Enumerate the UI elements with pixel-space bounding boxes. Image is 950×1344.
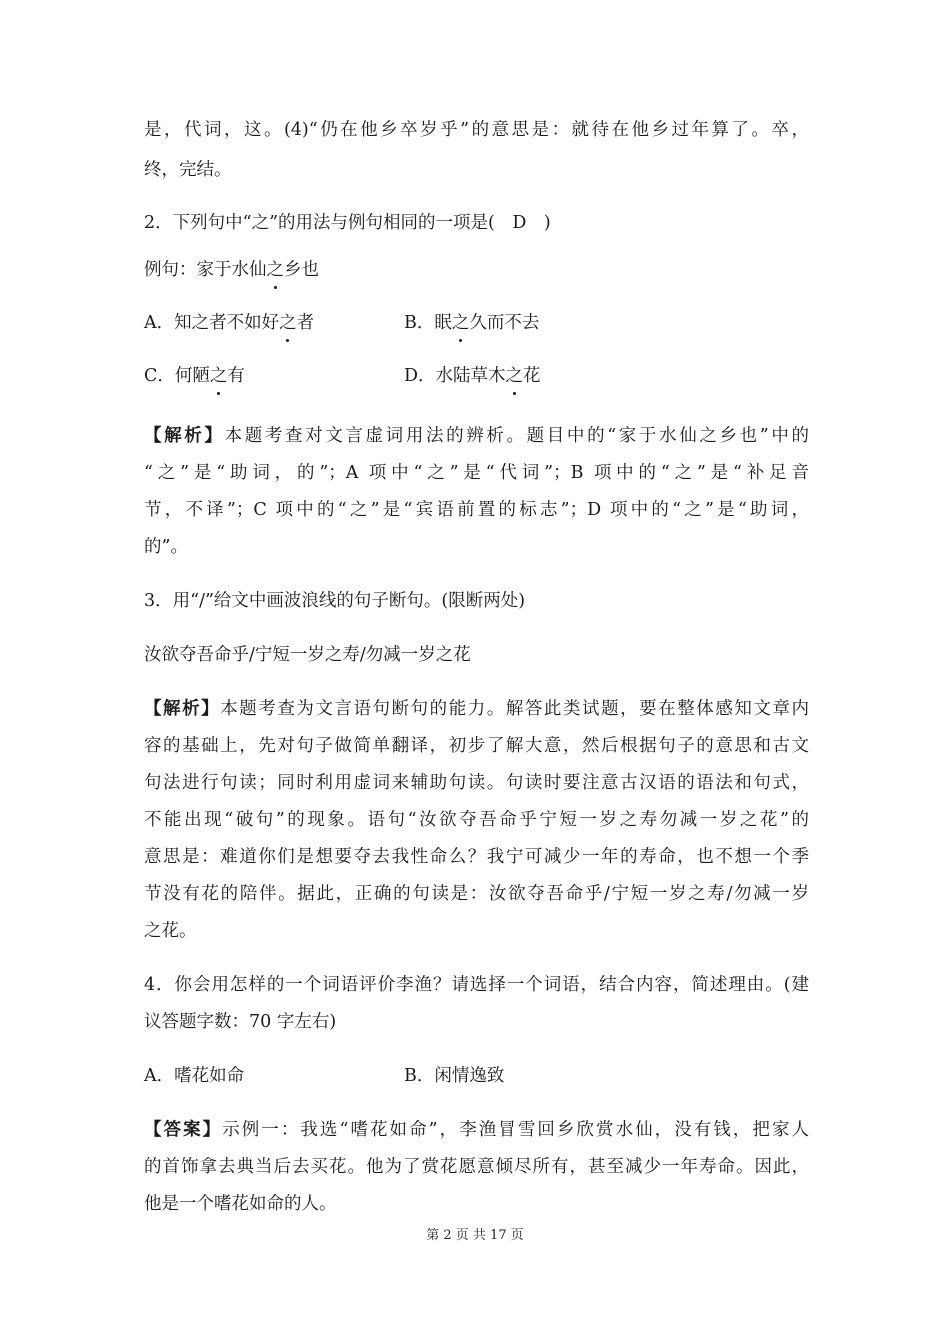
text-segment: 者 [296, 313, 315, 333]
text-segment: 久而不去 [469, 313, 540, 333]
text-segment: 乡也 [284, 260, 319, 280]
question-4-options [144, 1064, 809, 1088]
question-3: 3．用“/”给文中画波浪线的句子断句。(限断两处) [144, 591, 526, 611]
analysis-3-line: 句法进行句读；同时利用虚词来辅助句读。句读时要注意古汉语的语法和句式， [144, 773, 809, 793]
analysis-3-line: 不能出现“破句”的现象。语句“汝欲夺吾命乎宁短一岁之寿勿减一岁之花”的 [144, 810, 809, 830]
text-line: 是，代词，这。(4)“仍在他乡卒岁乎”的意思是：就待在他乡过年算了。卒， [144, 120, 809, 140]
analysis-tag: 【解析】 [144, 426, 225, 446]
analysis-2-line: “之”是“助词，的”；A 项中“之”是“代词”；B 项中的“之”是“补足音 [144, 463, 809, 483]
answer-4-line [144, 1118, 809, 1142]
option-a: A．嗜花如命 [144, 1066, 245, 1086]
text-segment: 示例一：我选“嗜花如命”，李渔冒雪回乡欣赏水仙，没有钱，把家人 [222, 1120, 809, 1140]
question-3-answer: 汝欲夺吾命乎/宁短一岁之寿/勿减一岁之花 [144, 645, 471, 665]
dotted-char: 之 [279, 313, 297, 333]
text-segment: A．知之者不如好 [144, 313, 280, 333]
text-segment: 本题考查为文言语句断句的能力。解答此类试题，要在整体感知文章内 [220, 699, 810, 719]
page-footer: 第 2 页 共 17 页 [426, 1228, 524, 1243]
answer-4-line: 的首饰拿去典当后去买花。他为了赏花愿意倾尽所有，甚至减少一年寿命。因此， [144, 1157, 809, 1177]
analysis-2-line: 的”。 [144, 537, 188, 557]
dotted-char: 之 [209, 366, 228, 386]
text-segment: B．眠 [404, 313, 452, 333]
option-c [144, 366, 245, 386]
analysis-3-line: 意思是：难道你们是想要夺去我性命么？我宁可减少一年的寿命，也不想一个季 [144, 847, 809, 867]
option-d [404, 364, 541, 388]
option-a [144, 313, 314, 333]
question-2-options-ab [144, 311, 809, 335]
question-4-line: 4．你会用怎样的一个词语评价李渔？请选择一个词语，结合内容，简述理由。(建 [144, 975, 809, 995]
option-b [404, 311, 539, 335]
question-4-line: 议答题字数：70 字左右) [144, 1012, 337, 1032]
answer-4-line: 他是一个嗜花如命的人。 [144, 1194, 337, 1214]
text-segment: 本题考查对文言虚词用法的辨析。题目中的“家于水仙之乡也”中的 [224, 426, 809, 446]
text-segment: 花 [523, 366, 541, 386]
dotted-char: 之 [505, 366, 524, 386]
dotted-char: 之 [266, 260, 284, 280]
analysis-tag: 【解析】 [144, 699, 221, 719]
question-2-options-cd [144, 364, 809, 388]
text-segment: C．何陋 [144, 366, 210, 386]
analysis-3-line [144, 697, 809, 721]
option-b: B．闲情逸致 [404, 1066, 505, 1086]
answer-tag: 【答案】 [144, 1120, 223, 1140]
text-line: 终，完结。 [144, 160, 232, 180]
text-segment: 有 [227, 366, 245, 386]
text-segment: D．水陆草木 [404, 366, 506, 386]
analysis-3-line: 之花。 [144, 921, 197, 941]
dotted-char: 之 [451, 313, 470, 333]
analysis-3-line: 容的基础上，先对句子做简单翻译，初步了解大意，然后根据句子的意思和古文 [144, 736, 809, 756]
text-segment: 例句：家于水仙 [144, 260, 267, 280]
analysis-2-line [144, 424, 809, 448]
question-2: 2．下列句中“之”的用法与例句相同的一项是( D ) [144, 213, 551, 233]
analysis-3-line: 节没有花的陪伴。据此，正确的句读是：汝欲夺吾命乎/宁短一岁之寿/勿减一岁 [144, 884, 809, 904]
question-2-example [144, 258, 319, 282]
analysis-2-line: 节，不译”；C 项中的“之”是“宾语前置的标志”；D 项中的“之”是“助词， [144, 500, 809, 520]
